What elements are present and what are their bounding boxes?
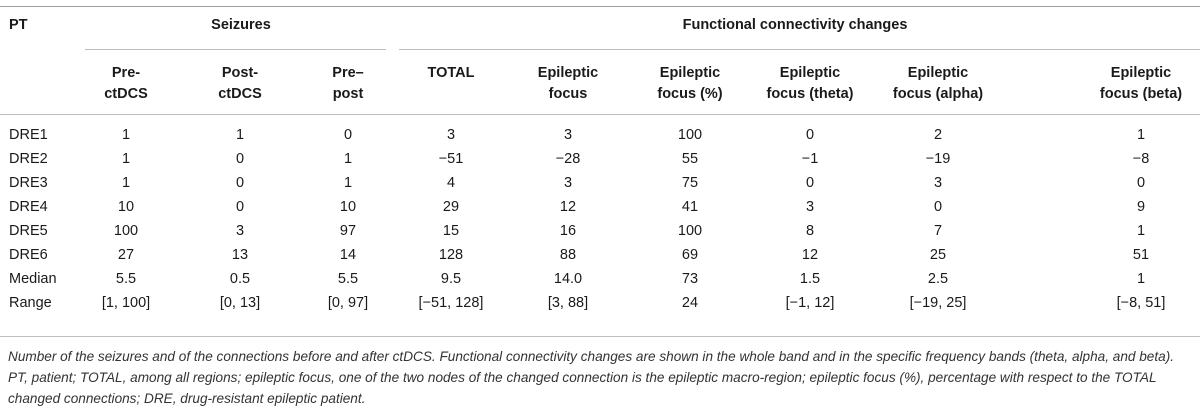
table-cell: 51 xyxy=(1132,247,1150,263)
row-label: DRE5 xyxy=(9,223,48,239)
table-cell: 3 xyxy=(446,127,456,143)
seizures-group-header: Seizures xyxy=(211,17,271,33)
table-cell: 55 xyxy=(681,151,699,167)
table-cell: 0 xyxy=(1136,175,1146,191)
pt-header: PT xyxy=(9,17,28,33)
table-cell: 25 xyxy=(929,247,947,263)
table-cell: [0, 97] xyxy=(327,295,369,311)
column-header-5-line-2: focus xyxy=(548,86,588,102)
table-cell: −51 xyxy=(438,151,464,167)
table-cell: 1 xyxy=(1136,271,1146,287)
table-cell: 3 xyxy=(563,127,573,143)
table-cell: 1 xyxy=(121,127,131,143)
table-cell: −19 xyxy=(925,151,951,167)
table-cell: 9 xyxy=(1136,199,1146,215)
table-cell: 1 xyxy=(121,151,131,167)
column-header-3-line-2: post xyxy=(332,86,364,102)
table-cell: 10 xyxy=(339,199,357,215)
table-cell: 10 xyxy=(117,199,135,215)
table-cell: 3 xyxy=(805,199,815,215)
table-cell: 1 xyxy=(343,151,353,167)
fc-group-rule xyxy=(399,49,1200,50)
table-cell: 24 xyxy=(681,295,699,311)
table-cell: 9.5 xyxy=(440,271,462,287)
table-cell: 4 xyxy=(446,175,456,191)
table-cell: [−19, 25] xyxy=(909,295,967,311)
table-cell: 1 xyxy=(121,175,131,191)
table-cell: 0.5 xyxy=(229,271,251,287)
header-rule xyxy=(0,114,1200,115)
column-header-7-line-2: focus (theta) xyxy=(766,86,854,102)
table-cell: 12 xyxy=(559,199,577,215)
table-cell: 69 xyxy=(681,247,699,263)
table-cell: [−1, 12] xyxy=(785,295,835,311)
row-label: DRE3 xyxy=(9,175,48,191)
table-cell: 100 xyxy=(677,127,703,143)
table-cell: 1 xyxy=(235,127,245,143)
column-header-9-line-2: focus (beta) xyxy=(1099,86,1183,102)
column-header-3-line-1: Pre– xyxy=(332,65,364,81)
table-cell: 75 xyxy=(681,175,699,191)
column-header-1-line-2: ctDCS xyxy=(104,86,148,102)
table-cell: −1 xyxy=(801,151,819,167)
table-cell: 15 xyxy=(442,223,460,239)
table-cell: 3 xyxy=(235,223,245,239)
table-cell: 14 xyxy=(339,247,357,263)
column-header-4-line-1: TOTAL xyxy=(427,65,475,81)
table-cell: [3, 88] xyxy=(547,295,589,311)
table-cell: 12 xyxy=(801,247,819,263)
column-header-7-line-1: Epileptic xyxy=(779,65,841,81)
row-label: Range xyxy=(9,295,52,311)
table-cell: 3 xyxy=(563,175,573,191)
table-cell: 2 xyxy=(933,127,943,143)
table-cell: 100 xyxy=(113,223,139,239)
table-cell: 27 xyxy=(117,247,135,263)
row-label: DRE6 xyxy=(9,247,48,263)
column-header-5-line-1: Epileptic xyxy=(537,65,599,81)
table-cell: 100 xyxy=(677,223,703,239)
table-cell: 41 xyxy=(681,199,699,215)
row-label: DRE4 xyxy=(9,199,48,215)
table-cell: 13 xyxy=(231,247,249,263)
table-cell: 0 xyxy=(235,175,245,191)
table-cell: 0 xyxy=(343,127,353,143)
table-cell: 97 xyxy=(339,223,357,239)
table-cell: 128 xyxy=(438,247,464,263)
table-cell: 0 xyxy=(805,175,815,191)
table-cell: [1, 100] xyxy=(101,295,151,311)
table-cell: [0, 13] xyxy=(219,295,261,311)
row-label: Median xyxy=(9,271,57,287)
column-header-8-line-1: Epileptic xyxy=(907,65,969,81)
column-header-1-line-1: Pre- xyxy=(111,65,141,81)
bottom-rule xyxy=(0,336,1200,337)
table-cell: [−51, 128] xyxy=(418,295,484,311)
table-cell: 1 xyxy=(343,175,353,191)
table-cell: 29 xyxy=(442,199,460,215)
table-cell: −8 xyxy=(1132,151,1150,167)
table-cell: 5.5 xyxy=(337,271,359,287)
table-cell: 0 xyxy=(805,127,815,143)
table-cell: 5.5 xyxy=(115,271,137,287)
table-cell: 3 xyxy=(933,175,943,191)
row-label: DRE1 xyxy=(9,127,48,143)
table-cell: 8 xyxy=(805,223,815,239)
table-cell: 0 xyxy=(235,151,245,167)
functional-connectivity-group-header: Functional connectivity changes xyxy=(682,17,908,33)
row-label: DRE2 xyxy=(9,151,48,167)
seizures-group-rule xyxy=(85,49,386,50)
table-cell: 73 xyxy=(681,271,699,287)
table-cell: 0 xyxy=(235,199,245,215)
table-cell: [−8, 51] xyxy=(1116,295,1166,311)
column-header-6-line-1: Epileptic xyxy=(659,65,721,81)
table-cell: 7 xyxy=(933,223,943,239)
table-cell: −28 xyxy=(555,151,581,167)
table-cell: 14.0 xyxy=(553,271,583,287)
table-cell: 16 xyxy=(559,223,577,239)
table-cell: 0 xyxy=(933,199,943,215)
column-header-2-line-2: ctDCS xyxy=(218,86,262,102)
table-cell: 1.5 xyxy=(799,271,821,287)
table-cell: 88 xyxy=(559,247,577,263)
table-cell: 1 xyxy=(1136,127,1146,143)
column-header-2-line-1: Post- xyxy=(221,65,259,81)
column-header-8-line-2: focus (alpha) xyxy=(892,86,984,102)
column-header-6-line-2: focus (%) xyxy=(657,86,723,102)
table-cell: 1 xyxy=(1136,223,1146,239)
table-cell: 2.5 xyxy=(927,271,949,287)
table-caption: Number of the seizures and of the connections before and after ctDCS. Functional connectivity changes are shown in the whole band and in the specific frequency bands (theta, alpha, and beta). PT, patient; TOTAL, among all regions; epileptic focus, one of the two nodes of the changed connection is the epileptic macro-region; epileptic focus (%), percentage with respect to the TOTAL changed connections; DRE, drug-resistant epileptic patient. xyxy=(8,349,1174,406)
top-rule xyxy=(0,6,1200,7)
column-header-9-line-1: Epileptic xyxy=(1110,65,1172,81)
